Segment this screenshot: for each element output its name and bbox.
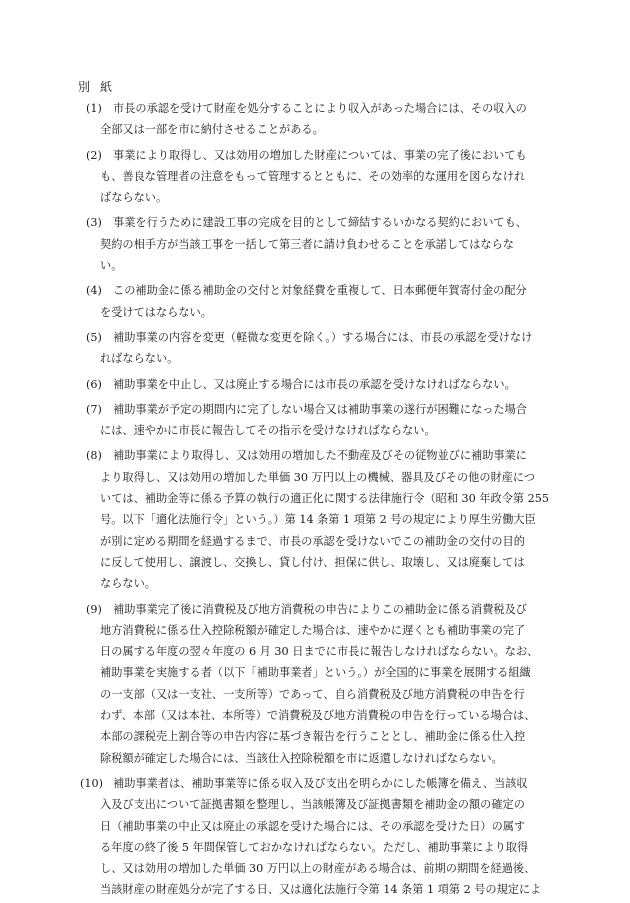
condition-text-line: には、速やかに市長に報告してその指示を受けなければならない。	[100, 424, 436, 438]
condition-number: (8)	[86, 449, 102, 463]
condition-item	[0, 399, 630, 442]
condition-text-line: 入及び支出について証拠書類を整理し、当該帳簿及び証拠書類を補助金の額の確定の	[100, 798, 525, 812]
condition-text-line: 補助事業が予定の期間内に完了しない場合又は補助事業の遂行が困難になった場合	[113, 402, 527, 416]
condition-text-line: 補助事業を中止し、又は廃止する場合には市長の承認を受けなければならない。	[113, 377, 516, 391]
condition-text-line: ばならない。	[100, 191, 168, 205]
condition-text	[100, 773, 563, 901]
condition-text-line: 除税額が確定した場合には、当該仕入控除税額を市に返還しなければならない。	[100, 751, 503, 765]
condition-item	[0, 773, 630, 901]
condition-item	[0, 599, 630, 769]
condition-text-line: 事業により取得し、又は効用の増加した財産については、事業の完了後においても	[113, 148, 527, 162]
condition-text-line: い。	[100, 259, 123, 273]
condition-text-line: し、又は効用の増加した単価 30 万円以上の財産がある場合は、前期の期間を経過後、	[100, 862, 536, 876]
condition-item	[0, 445, 630, 594]
condition-text-line: が別に定める期間を経過するまで、市長の承認を受けないでこの補助金の交付の目的	[100, 534, 525, 548]
condition-text-line: を受けてはならない。	[100, 305, 212, 319]
condition-text-line: 市長の承認を受けて財産を処分することにより収入があった場合には、その収入の	[113, 102, 527, 115]
condition-text-line: の一支部（又は一支社、一支所等）であって、自ら消費税及び地方消費税の申告を行	[100, 687, 525, 701]
condition-item	[0, 374, 630, 395]
condition-number: (2)	[86, 148, 102, 162]
condition-text-line: 日（補助事業の中止又は廃止の承認を受けた場合には、その承認を受けた日）の属す	[100, 819, 526, 833]
condition-number: (10)	[80, 776, 103, 790]
condition-text-line: 補助事業の内容を変更（軽微な変更を除く。）する場合には、市長の承認を受けなけ	[113, 330, 533, 344]
condition-text-line: この補助金に係る補助金の交付と対象経費を重複して、日本郵便年賀寄付金の配分	[113, 284, 527, 298]
conditions-list	[0, 98, 630, 903]
condition-text	[100, 327, 563, 370]
condition-text-line: わず、本部（又は本社、本所等）で消費税及び地方消費税の申告を行っている場合は、	[100, 709, 536, 723]
condition-number: (5)	[86, 330, 102, 344]
condition-number: (6)	[86, 377, 102, 391]
condition-text-line: 本部の課税売上割合等の申告内容に基づき報告を行うこととし、補助金に係る仕入控	[100, 730, 526, 744]
condition-text	[113, 374, 563, 395]
condition-text-line: ればならない。	[100, 352, 179, 366]
condition-text-line: 契約の相手方が当該工事を一括して第三者に請け負わせることを承諾してはならな	[100, 237, 514, 251]
condition-text-line: 地方消費税に係る仕入控除税額が確定した場合は、速やかに遅くとも補助事業の完了	[100, 623, 526, 637]
condition-text	[100, 145, 563, 209]
condition-text-line: より取得し、又は効用の増加した単価 30 万円以上の機械、器具及びその他の財産につ	[100, 470, 536, 484]
condition-text-line: 事業を行うために建設工事の完成を目的として締結するいかなる契約においても、	[113, 216, 527, 230]
condition-text-line: 補助事業を実施する者（以下「補助事業者」という。）が全国的に事業を展開する組織	[100, 666, 531, 680]
condition-text-line: も、善良な管理者の注意をもって管理するとともに、その効率的な運用を図らなけれ	[100, 169, 526, 183]
condition-text-line: に反して使用し、譲渡し、交換し、貸し付け、担保に供し、取壊し、又は廃棄しては	[100, 555, 525, 569]
condition-number: (4)	[86, 284, 102, 298]
condition-text-line: 日の属する年度の翌々年度の 6 月 30 日までに市長に報告しなければならない。なお、	[100, 645, 539, 659]
condition-number: (7)	[86, 402, 102, 416]
condition-number: (3)	[86, 216, 102, 230]
condition-number: (9)	[86, 602, 102, 616]
condition-item	[0, 212, 630, 276]
condition-item	[0, 98, 630, 141]
condition-text-line: 当該財産の財産処分が完了する日、又は適化法施行令第 14 条第 1 項第 2 号の規定によ	[100, 883, 542, 897]
condition-text-line: いては、補助金等に係る予算の執行の適正化に関する法律施行令（昭和 30 年政令第 255	[100, 492, 550, 506]
condition-text-line: 補助事業者は、補助事業等に係る収入及び支出を明らかにした帳簿を備え、当該収	[113, 776, 528, 790]
condition-item	[0, 327, 630, 370]
document-heading: 別紙	[78, 80, 123, 94]
condition-text	[100, 445, 563, 594]
condition-text-line: 号。以下「適化法施行令」という。）第 14 条第 1 項第 2 号の規定により厚生労働大臣	[100, 513, 536, 527]
condition-text	[100, 98, 563, 141]
condition-text-line: 全部又は一部を市に納付させることがある。	[100, 123, 324, 137]
condition-text-line: る年度の終了後 5 年間保管しておかなければならない。ただし、補助事業により取得	[100, 840, 529, 854]
condition-item	[0, 145, 630, 209]
condition-text-line: 補助事業完了後に消費税及び地方消費税の申告によりこの補助金に係る消費税及び	[113, 602, 527, 616]
condition-text	[100, 280, 563, 323]
condition-text-line: 補助事業により取得し、又は効用の増加した不動産及びその従物並びに補助事業に	[113, 449, 527, 463]
condition-number: (1)	[86, 102, 102, 115]
condition-text	[100, 212, 563, 276]
condition-item	[0, 280, 630, 323]
condition-text	[100, 599, 563, 769]
condition-text	[100, 399, 563, 442]
condition-text-line: ならない。	[100, 577, 156, 591]
